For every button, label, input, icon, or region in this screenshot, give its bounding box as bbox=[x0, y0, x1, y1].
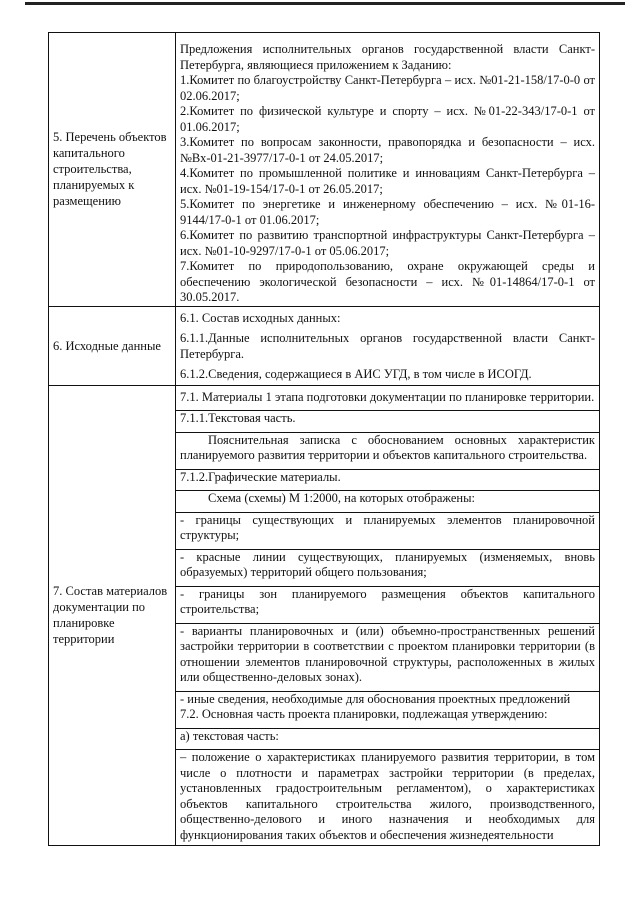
row-5-label: 5. Перечень объектов капитального строительства, планируемых к размещению bbox=[49, 33, 176, 307]
row-7-label: 7. Состав материалов документации по планировке территории bbox=[49, 385, 176, 846]
paragraph: 7.1.1.Текстовая часть. bbox=[176, 410, 599, 427]
paragraph: - границы зон планируемого размещения объектов капитального строительства; bbox=[176, 586, 599, 618]
paragraph: Схема (схемы) М 1:2000, на которых отображены: bbox=[176, 490, 599, 507]
paragraph: 6.1. Состав исходных данных: bbox=[180, 310, 341, 325]
paragraph: 4.Комитет по промышленной политике и инновациям Санкт-Петербурга – исх. №01-19-154/17-0-1 от 26.05.2017; bbox=[180, 166, 595, 196]
paragraph: 2.Комитет по физической культуре и спорту – исх. №01-22-343/17-0-1 от 01.06.2017; bbox=[180, 104, 595, 134]
paragraph: 3.Комитет по вопросам законности, правопорядка и безопасности – исх. №Вх-01-21-3977/17-0-1 от 24.05.2017; bbox=[180, 135, 595, 165]
paragraph: 6.1.2.Сведения, содержащиеся в АИС УГД, в том числе в ИСОГД. bbox=[180, 367, 532, 381]
paragraph: Пояснительная записка с обоснованием основных характеристик планируемого развития территории и объектов капитального строительства. bbox=[176, 432, 599, 464]
row-5-content bbox=[176, 33, 600, 307]
paragraph: 1.Комитет по благоустройству Санкт-Петербурга – исх. №01-21-158/17-0-0 от 02.06.2017; bbox=[180, 73, 595, 103]
paragraph: - варианты планировочных и (или) объемно-пространственных решений застройки территории в соответствии с проектом планировки территории (в отношении элементов планировочной структуры, расположенных в жилых или общественно-деловых зонах). bbox=[176, 623, 599, 686]
paragraph: 7.1. Материалы 1 этапа подготовки документации по планировке территории. bbox=[180, 389, 595, 404]
paragraph: - красные линии существующих, планируемых (изменяемых, вновь образуемых) территорий общего пользования; bbox=[176, 549, 599, 581]
row-7-content bbox=[176, 385, 600, 846]
paragraph: 6.Комитет по развитию транспортной инфраструктуры Санкт-Петербурга – исх. №01-10-9297/17-0-1 от 05.06.2017; bbox=[180, 228, 595, 258]
paragraph: 6.1.1.Данные исполнительных органов государственной власти Санкт-Петербурга. bbox=[180, 331, 595, 361]
table-row bbox=[49, 33, 600, 307]
paragraph: – положение о характеристиках планируемого развития территории, в том числе о плотности и параметрах застройки территории (в пределах, установленных градостроительным регламентом), о характеристиках объектов капитального строительства жилого, производственного, общественно-делового и иного назначения и необходимых для функционирования таких объектов и обеспечения жизнедеятельности bbox=[176, 749, 599, 845]
paragraph: а) текстовая часть: bbox=[176, 728, 599, 745]
row-6-content bbox=[176, 306, 600, 385]
paragraph: 5.Комитет по энергетике и инженерному обеспечению – исх. №01-16-9144/17-0-1 от 01.06.2017; bbox=[180, 197, 595, 227]
row-6-label: 6. Исходные данные bbox=[49, 306, 176, 385]
top-rule bbox=[25, 2, 625, 5]
paragraph: 7.1.2.Графические материалы. bbox=[176, 469, 599, 486]
paragraph: 7.2. Основная часть проекта планировки, подлежащая утверждению: bbox=[180, 707, 548, 721]
paragraph: - границы существующих и планируемых элементов планировочной структуры; bbox=[176, 512, 599, 544]
paragraph: - иные сведения, необходимые для обоснования проектных предложений bbox=[176, 691, 599, 708]
document-table bbox=[48, 32, 600, 846]
paragraph: Предложения исполнительных органов государственной власти Санкт-Петербурга, являющиеся приложением к Заданию: bbox=[180, 42, 595, 72]
table-row bbox=[49, 306, 600, 385]
table-row bbox=[49, 385, 600, 846]
paragraph: 7.Комитет по природопользованию, охране окружающей среды и обеспечению экологической безопасности – исх. №01-14864/17-0-1 от 30.05.2017. bbox=[180, 259, 595, 304]
